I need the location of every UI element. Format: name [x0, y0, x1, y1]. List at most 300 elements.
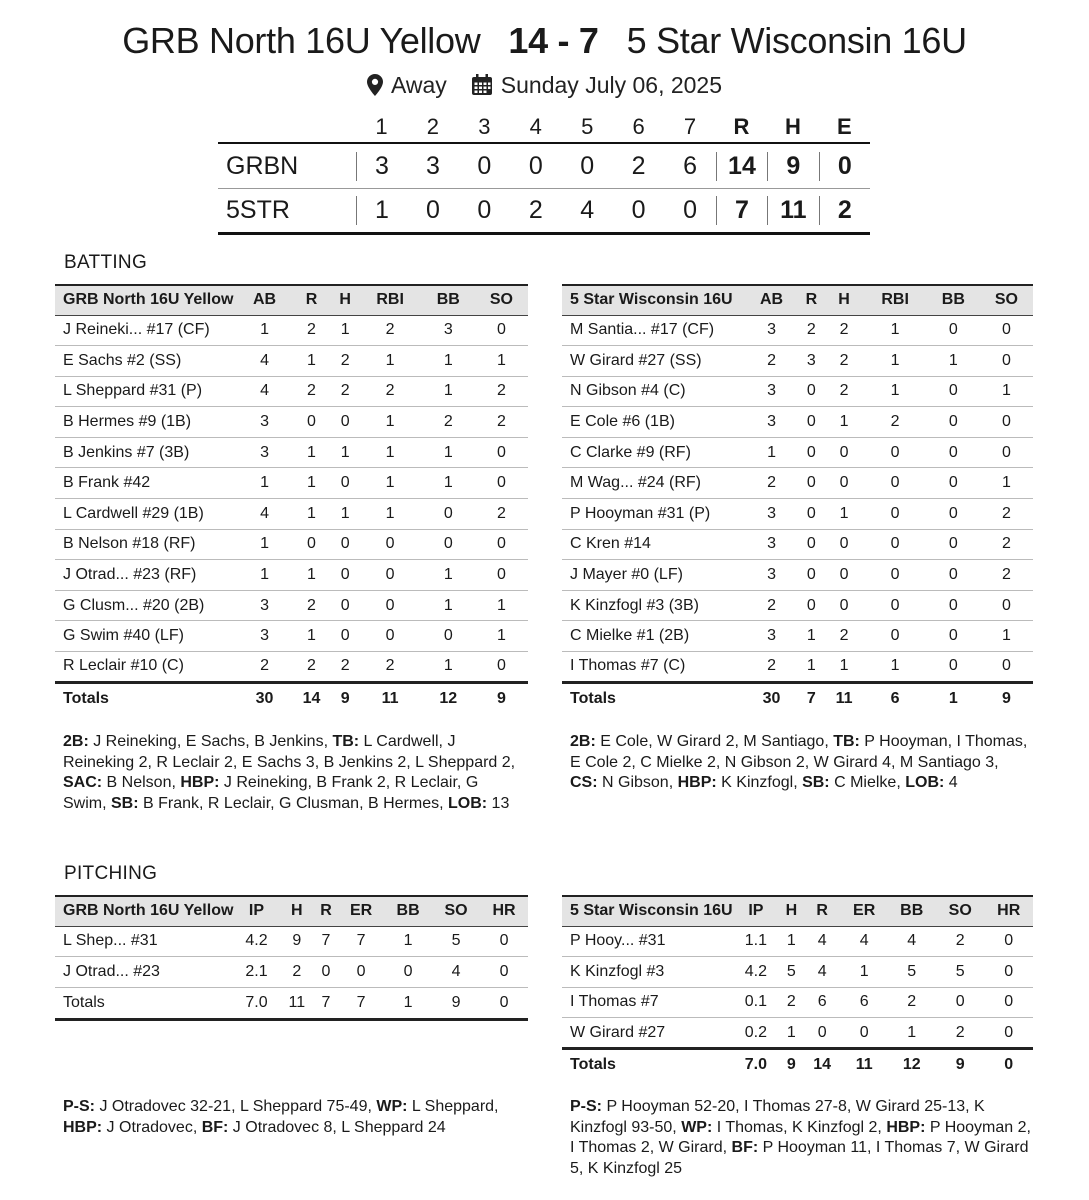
note-value: I Thomas, K Kinzfogl 2,: [712, 1118, 887, 1136]
stat-cell: 6: [804, 987, 841, 1018]
totals-cell: 9: [475, 682, 528, 714]
totals-cell: 7: [338, 987, 384, 1019]
table-row: [55, 407, 528, 438]
line-score-team: 5STR: [226, 196, 290, 224]
stat-cell: 1: [358, 468, 421, 499]
stat-column-header: ER: [338, 896, 384, 926]
stat-cell: 0: [475, 468, 528, 499]
totals-row: [55, 682, 528, 714]
inning-score: 3: [356, 152, 407, 181]
calendar-icon: [471, 74, 493, 96]
inning-score: 2: [631, 151, 646, 180]
stat-cell: 2: [825, 376, 864, 407]
stat-cell: 5: [936, 957, 985, 988]
table-row: [562, 590, 1033, 621]
stat-cell: 0: [332, 529, 359, 560]
stat-cell: 1: [779, 1018, 803, 1049]
stat-cell: 1: [291, 621, 332, 652]
stat-cell: 0: [927, 315, 980, 346]
stat-cell: 7: [314, 926, 338, 957]
table-row: [562, 499, 1033, 530]
stat-cell: 0: [984, 957, 1033, 988]
stat-cell: 0: [863, 529, 926, 560]
table-row: [562, 315, 1033, 346]
team-column-header: GRB North 16U Yellow: [55, 285, 238, 315]
table-row: [562, 926, 1033, 957]
stat-cell: 1: [358, 346, 421, 377]
note-key: WP:: [681, 1118, 713, 1136]
totals-row: [55, 987, 528, 1019]
player-name: B Nelson #18 (RF): [55, 529, 238, 560]
hits-header: H: [784, 114, 801, 139]
note-key: CS:: [570, 774, 598, 791]
player-name: C Mielke #1 (2B): [562, 621, 745, 652]
stat-cell: 0: [798, 499, 825, 530]
stat-cell: 0: [384, 957, 432, 988]
totals-cell: 1: [384, 987, 432, 1019]
stat-cell: 2: [936, 926, 985, 957]
player-name: B Frank #42: [55, 468, 238, 499]
stat-cell: 0: [825, 590, 864, 621]
stat-cell: 1: [779, 926, 803, 957]
stat-cell: 1: [422, 346, 475, 377]
stat-column-header: RBI: [863, 285, 926, 315]
stat-cell: 0: [314, 957, 338, 988]
stat-cell: 6: [841, 987, 888, 1018]
stat-cell: 2: [238, 652, 291, 683]
stat-cell: 0: [358, 529, 421, 560]
totals-cell: 7: [798, 682, 825, 714]
stat-cell: 1: [798, 621, 825, 652]
stat-cell: 0: [927, 499, 980, 530]
player-name: J Otrad... #23 (RF): [55, 560, 238, 591]
stat-cell: 1: [291, 499, 332, 530]
stat-cell: 2: [475, 407, 528, 438]
player-name: P Hooy... #31: [562, 926, 733, 957]
stat-cell: 1.1: [733, 926, 780, 957]
pitching-notes-away: [570, 1097, 1038, 1179]
stat-cell: 4: [841, 926, 888, 957]
team-column-header: 5 Star Wisconsin 16U: [562, 896, 733, 926]
totals-cell: 6: [863, 682, 926, 714]
note-key: WP:: [376, 1098, 408, 1115]
errors-total: 0: [819, 152, 870, 181]
note-key: SAC:: [63, 774, 103, 791]
stat-cell: 0: [475, 315, 528, 346]
game-date: Sunday July 06, 2025: [500, 72, 723, 98]
map-pin-icon: [367, 74, 383, 96]
note-value: P Hooyman, I Thomas, E Cole 2, C Mielke 2, N Gibson 2, W Girard 4, M Santiago 3,: [570, 733, 1028, 771]
totals-cell: 9: [779, 1048, 803, 1080]
stat-cell: 3: [238, 621, 291, 652]
stat-cell: 1: [422, 590, 475, 621]
note-value: 4: [944, 774, 958, 791]
stat-cell: 0: [980, 652, 1033, 683]
totals-cell: 7: [314, 987, 338, 1019]
note-key: HBP:: [886, 1118, 926, 1136]
stat-cell: 1: [332, 437, 359, 468]
stat-cell: 1: [863, 376, 926, 407]
batting-table-home: [55, 284, 528, 714]
stat-column-header: H: [825, 285, 864, 315]
player-name: W Girard #27: [562, 1018, 733, 1049]
stat-column-header: SO: [980, 285, 1033, 315]
hits-total: 9: [767, 152, 818, 181]
table-row: [55, 560, 528, 591]
inning-header: 1: [375, 114, 388, 139]
stat-cell: 3: [238, 590, 291, 621]
table-header-row: [562, 285, 1033, 315]
stat-column-header: SO: [432, 896, 480, 926]
stat-column-header: SO: [936, 896, 985, 926]
stat-cell: 0: [980, 437, 1033, 468]
stat-cell: 1: [422, 376, 475, 407]
team-column-header: GRB North 16U Yellow: [55, 896, 233, 926]
stat-cell: 0: [422, 621, 475, 652]
note-value: J Reineking, B Frank 2, R Leclair, G Swim,: [63, 774, 479, 812]
game-info: [0, 72, 1089, 99]
stat-cell: 0: [475, 437, 528, 468]
totals-label: Totals: [562, 1048, 733, 1080]
stat-cell: 1: [863, 652, 926, 683]
stat-cell: 0: [863, 590, 926, 621]
stat-cell: 2: [825, 621, 864, 652]
stat-cell: 3: [798, 346, 825, 377]
stat-cell: 2: [422, 407, 475, 438]
totals-cell: 11: [358, 682, 421, 714]
player-name: N Gibson #4 (C): [562, 376, 745, 407]
stat-cell: 1: [238, 560, 291, 591]
stat-cell: 0: [984, 1018, 1033, 1049]
totals-label: Totals: [562, 682, 745, 714]
table-row: [55, 315, 528, 346]
stat-cell: 3: [745, 376, 798, 407]
stat-cell: 2: [291, 315, 332, 346]
table-row: [55, 346, 528, 377]
stat-cell: 0: [825, 437, 864, 468]
errors-header: E: [836, 114, 852, 139]
stat-cell: 1: [291, 560, 332, 591]
stat-cell: 0.1: [733, 987, 780, 1018]
stat-cell: 3: [745, 315, 798, 346]
runs-total: 14: [716, 152, 767, 181]
stat-cell: 3: [745, 407, 798, 438]
stat-column-header: BB: [384, 896, 432, 926]
player-name: J Mayer #0 (LF): [562, 560, 745, 591]
totals-cell: 11: [841, 1048, 888, 1080]
totals-cell: 12: [887, 1048, 935, 1080]
table-row: [562, 957, 1033, 988]
stat-cell: 2: [280, 957, 314, 988]
stat-cell: 2.1: [233, 957, 279, 988]
note-key: LOB:: [447, 794, 488, 812]
errors-total: 2: [819, 196, 870, 225]
stat-cell: 1: [332, 315, 359, 346]
table-row: [562, 621, 1033, 652]
stat-cell: 0: [927, 652, 980, 683]
stat-cell: 0: [863, 621, 926, 652]
stat-cell: 0: [332, 560, 359, 591]
stat-cell: 0: [980, 590, 1033, 621]
inning-score: 0: [477, 196, 492, 224]
stat-column-header: H: [779, 896, 803, 926]
player-name: I Thomas #7: [562, 987, 733, 1018]
line-score-row: [218, 144, 870, 188]
stat-cell: 1: [745, 437, 798, 468]
stat-cell: 0: [863, 468, 926, 499]
inning-score: 4: [580, 196, 595, 224]
player-name: K Kinzfogl #3: [562, 957, 733, 988]
stat-cell: 2: [980, 529, 1033, 560]
stat-column-header: H: [332, 285, 359, 315]
stat-cell: 2: [745, 468, 798, 499]
note-key: HBP:: [180, 774, 220, 791]
stat-cell: 4.2: [733, 957, 780, 988]
stat-cell: 5: [432, 926, 480, 957]
stat-cell: 2: [745, 590, 798, 621]
stat-column-header: BB: [422, 285, 475, 315]
player-name: I Thomas #7 (C): [562, 652, 745, 683]
stat-cell: 2: [745, 346, 798, 377]
stat-cell: 2: [980, 499, 1033, 530]
note-key: 2B:: [570, 733, 596, 750]
stat-column-header: HR: [984, 896, 1033, 926]
stat-cell: 4: [804, 926, 841, 957]
stat-cell: 0: [980, 315, 1033, 346]
totals-cell: 7.0: [233, 987, 279, 1019]
stat-cell: 1: [291, 346, 332, 377]
inning-score: 2: [528, 196, 543, 224]
line-score-team: GRBN: [226, 151, 299, 180]
stat-cell: 2: [332, 376, 359, 407]
stat-cell: 3: [238, 437, 291, 468]
stat-cell: 0: [863, 437, 926, 468]
stat-cell: 0: [475, 652, 528, 683]
stat-cell: 0: [338, 957, 384, 988]
note-key: SB:: [111, 794, 139, 812]
stat-cell: 2: [358, 315, 421, 346]
note-key: P-S:: [63, 1098, 95, 1115]
player-name: M Santia... #17 (CF): [562, 315, 745, 346]
stat-cell: 4: [238, 499, 291, 530]
totals-cell: 12: [422, 682, 475, 714]
player-name: P Hooyman #31 (P): [562, 499, 745, 530]
pitching-section-label: PITCHING: [64, 863, 158, 884]
table-row: [55, 376, 528, 407]
totals-cell: 9: [432, 987, 480, 1019]
note-value: L Sheppard,: [407, 1098, 499, 1115]
stat-column-header: R: [804, 896, 841, 926]
stat-cell: 0: [927, 529, 980, 560]
stat-cell: 0: [841, 1018, 888, 1049]
note-value: J Reineking, E Sachs, B Jenkins,: [88, 733, 333, 750]
stat-cell: 2: [745, 652, 798, 683]
totals-cell: 9: [980, 682, 1033, 714]
table-row: [562, 652, 1033, 683]
stat-cell: 1: [475, 346, 528, 377]
inning-header: 2: [426, 114, 440, 139]
stat-cell: 0: [798, 468, 825, 499]
stat-cell: 2: [475, 499, 528, 530]
stat-cell: 1: [927, 346, 980, 377]
totals-cell: 11: [825, 682, 864, 714]
note-value: P Hooyman 52-20, I Thomas 27-8, W Girard 25-13, K Kinzfogl 93-50,: [570, 1098, 985, 1136]
table-row: [562, 1018, 1033, 1049]
inning-header: 4: [529, 114, 542, 139]
batting-notes-away: [570, 732, 1030, 794]
stat-cell: 0: [358, 560, 421, 591]
player-name: G Swim #40 (LF): [55, 621, 238, 652]
note-key: HBP:: [63, 1118, 103, 1136]
stat-cell: 4: [238, 346, 291, 377]
stat-cell: 0: [980, 407, 1033, 438]
stat-column-header: AB: [238, 285, 291, 315]
stat-cell: 3: [745, 560, 798, 591]
totals-row: [562, 682, 1033, 714]
totals-cell: 14: [291, 682, 332, 714]
player-name: B Hermes #9 (1B): [55, 407, 238, 438]
stat-cell: 2: [358, 376, 421, 407]
stat-cell: 0: [804, 1018, 841, 1049]
stat-cell: 0: [984, 926, 1033, 957]
stat-cell: 2: [980, 560, 1033, 591]
stat-column-header: R: [291, 285, 332, 315]
stat-cell: 1: [422, 652, 475, 683]
stat-cell: 0: [927, 560, 980, 591]
stat-cell: 0: [291, 529, 332, 560]
table-row: [55, 529, 528, 560]
stat-cell: 0: [798, 407, 825, 438]
stat-cell: 1: [825, 652, 864, 683]
batting-section-label: BATTING: [64, 252, 148, 273]
stat-cell: 4.2: [233, 926, 279, 957]
table-row: [55, 957, 528, 988]
runs-header: R: [733, 114, 750, 139]
table-row: [562, 376, 1033, 407]
player-name: G Clusm... #20 (2B): [55, 590, 238, 621]
stat-cell: 4: [887, 926, 935, 957]
stat-cell: 4: [432, 957, 480, 988]
stat-cell: 0: [332, 590, 359, 621]
stat-cell: 1: [238, 468, 291, 499]
player-name: L Shep... #31: [55, 926, 233, 957]
stat-cell: 2: [936, 1018, 985, 1049]
note-key: TB:: [332, 733, 360, 750]
stat-cell: 3: [238, 407, 291, 438]
line-score-row: [218, 188, 870, 232]
stat-cell: 1: [841, 957, 888, 988]
stat-cell: 0: [927, 437, 980, 468]
note-value: L Cardwell, J Reineking 2, R Leclair 2, E Sachs 3, B Jenkins 2, L Sheppard 2,: [63, 733, 516, 771]
stat-column-header: IP: [733, 896, 780, 926]
stat-cell: 7: [338, 926, 384, 957]
inning-score: 0: [477, 151, 492, 180]
note-key: BF:: [731, 1139, 759, 1156]
note-value: J Otradovec 32-21, L Sheppard 75-49,: [95, 1098, 377, 1115]
table-row: [55, 652, 528, 683]
stat-column-header: BB: [887, 896, 935, 926]
stat-cell: 1: [980, 621, 1033, 652]
stat-cell: 2: [887, 987, 935, 1018]
player-name: L Sheppard #31 (P): [55, 376, 238, 407]
totals-label: Totals: [55, 987, 233, 1019]
stat-cell: 0: [480, 926, 528, 957]
stat-cell: 1: [863, 315, 926, 346]
player-name: M Wag... #24 (RF): [562, 468, 745, 499]
stat-cell: 0: [798, 590, 825, 621]
stat-cell: 0: [798, 529, 825, 560]
stat-cell: 0: [422, 529, 475, 560]
stat-cell: 0: [475, 529, 528, 560]
stat-cell: 1: [238, 529, 291, 560]
stat-column-header: IP: [233, 896, 279, 926]
stat-cell: 2: [291, 590, 332, 621]
stat-cell: 1: [358, 407, 421, 438]
final-score: 14 - 7: [508, 20, 599, 61]
note-value: B Nelson,: [102, 774, 181, 791]
totals-label: Totals: [55, 682, 238, 714]
stat-cell: 0: [332, 407, 359, 438]
table-row: [55, 926, 528, 957]
note-value: J Otradovec,: [102, 1118, 202, 1136]
stat-cell: 5: [887, 957, 935, 988]
stat-cell: 1: [475, 590, 528, 621]
table-row: [562, 529, 1033, 560]
table-row: [55, 621, 528, 652]
table-header-row: [562, 896, 1033, 926]
stat-cell: 0: [798, 376, 825, 407]
player-name: E Sachs #2 (SS): [55, 346, 238, 377]
stat-cell: 0: [927, 376, 980, 407]
stat-cell: 2: [825, 346, 864, 377]
note-value: K Kinzfogl,: [716, 774, 803, 791]
totals-cell: 0: [984, 1048, 1033, 1080]
totals-cell: 30: [238, 682, 291, 714]
stat-cell: 2: [332, 652, 359, 683]
pitching-notes-home: [63, 1097, 503, 1138]
stat-cell: 5: [779, 957, 803, 988]
note-value: E Cole, W Girard 2, M Santiago,: [595, 733, 834, 750]
stat-cell: 1: [825, 407, 864, 438]
stat-column-header: R: [798, 285, 825, 315]
location-text: Away: [390, 72, 447, 98]
stat-cell: 3: [422, 315, 475, 346]
stat-column-header: HR: [480, 896, 528, 926]
stat-cell: 0: [927, 621, 980, 652]
player-name: K Kinzfogl #3 (3B): [562, 590, 745, 621]
totals-cell: 1: [927, 682, 980, 714]
note-value: B Frank, R Leclair, G Clusman, B Hermes,: [138, 794, 448, 812]
stat-column-header: H: [280, 896, 314, 926]
player-name: E Cole #6 (1B): [562, 407, 745, 438]
inning-score: 1: [356, 196, 407, 225]
inning-header: 6: [632, 114, 645, 139]
inning-score: 6: [683, 151, 697, 180]
home-team-name: GRB North 16U Yellow: [122, 20, 481, 61]
table-row: [55, 590, 528, 621]
totals-cell: 9: [936, 1048, 985, 1080]
stat-cell: 2: [475, 376, 528, 407]
runs-total: 7: [716, 196, 767, 225]
totals-cell: 14: [804, 1048, 841, 1080]
stat-cell: 4: [804, 957, 841, 988]
stat-cell: 2: [779, 987, 803, 1018]
inning-score: 0: [425, 196, 440, 224]
stat-column-header: AB: [745, 285, 798, 315]
stat-column-header: BB: [927, 285, 980, 315]
stat-cell: 1: [980, 468, 1033, 499]
note-key: SB:: [802, 774, 830, 791]
